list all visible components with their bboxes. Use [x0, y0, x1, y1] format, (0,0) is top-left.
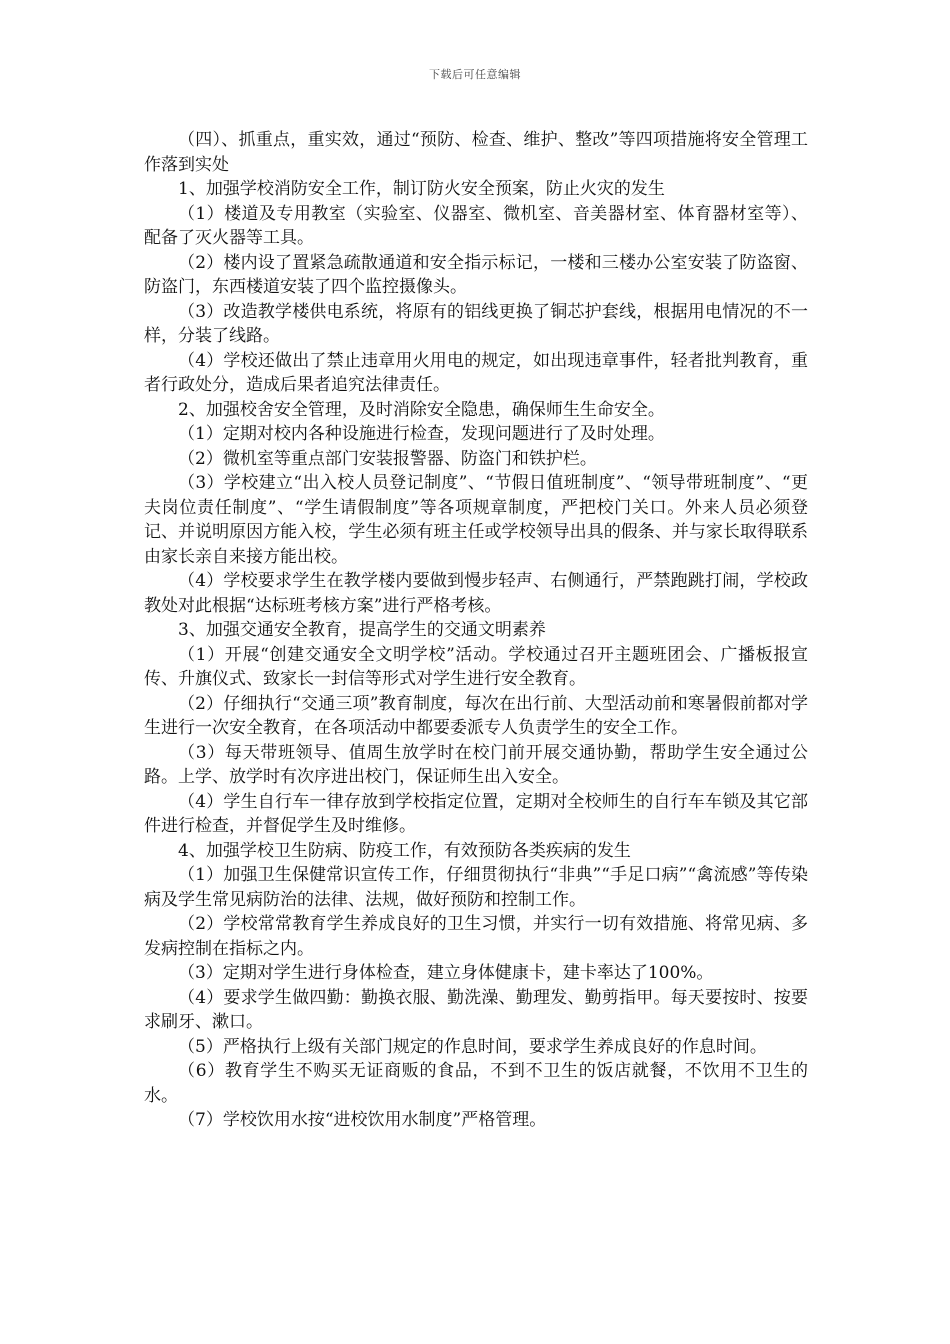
paragraph: （1）楼道及专用教室（实验室、仪器室、微机室、音美器材室、体育器材室等）、配备了灭火器等工具。 [144, 203, 808, 248]
paragraph: （四）、抓重点，重实效，通过“预防、检查、维护、整改”等四项措施将安全管理工作落到实处 [144, 130, 808, 175]
paragraph: （2）楼内设了置紧急疏散通道和安全指示标记，一楼和三楼办公室安装了防盗窗、防盗门，东西楼道安装了四个监控摄像头。 [144, 252, 808, 297]
paragraph: （6）教育学生不购买无证商贩的食品，不到不卫生的饭店就餐，不饮用不卫生的水。 [144, 1061, 808, 1106]
paragraph: 3、加强交通安全教育，提高学生的交通文明素养 [178, 620, 546, 640]
document-body [144, 128, 808, 1133]
paragraph: （1）加强卫生保健常识宣传工作，仔细贯彻执行“非典”“手足口病”“禽流感”等传染病及学生常见病防治的法律、法规，做好预防和控制工作。 [144, 865, 808, 910]
paragraph: （7）学校饮用水按“进校饮用水制度”严格管理。 [178, 1110, 547, 1130]
paragraph: （3）改造教学楼供电系统，将原有的铝线更换了铜芯护套线，根据用电情况的不一样，分装了线路。 [144, 301, 808, 346]
paragraph: （1）开展“创建交通安全文明学校”活动。学校通过召开主题班团会、广播板报宣传、升旗仪式、致家长一封信等形式对学生进行安全教育。 [144, 644, 808, 689]
paragraph: （3）定期对学生进行身体检查，建立身体健康卡，建卡率达了100%。 [178, 963, 714, 983]
paragraph: （4）学生自行车一律存放到学校指定位置，定期对全校师生的自行车车锁及其它部件进行检查，并督促学生及时维修。 [144, 791, 808, 836]
page-header: 下载后可任意编辑 [429, 68, 521, 81]
paragraph: （3）学校建立“出入校人员登记制度”、“节假日值班制度”、“领导带班制度”、“更夫岗位责任制度”、“学生请假制度”等各项规章制度，严把校门关口。外来人员必须登记、并说明原因方能入校，学生必须有班主任或学校领导出具的假条、并与家长取得联系由家长亲自来接方能出校。 [144, 473, 808, 567]
paragraph: （4）要求学生做四勤：勤换衣服、勤洗澡、勤理发、勤剪指甲。每天要按时、按要求刷牙、漱口。 [144, 987, 808, 1032]
paragraph: （2）微机室等重点部门安装报警器、防盗门和铁护栏。 [178, 448, 597, 469]
paragraph: （5）严格执行上级有关部门规定的作息时间，要求学生养成良好的作息时间。 [178, 1036, 767, 1057]
paragraph: 1、加强学校消防安全工作，制订防火安全预案，防止火灾的发生 [178, 179, 665, 199]
paragraph: （3）每天带班领导、值周生放学时在校门前开展交通协勤，帮助学生安全通过公路。上学、放学时有次序进出校门，保证师生出入安全。 [144, 742, 808, 787]
paragraph: 2、加强校舍安全管理，及时消除安全隐患，确保师生生命安全。 [178, 399, 665, 420]
paragraph: （1）定期对校内各种设施进行检查，发现问题进行了及时处理。 [178, 424, 665, 444]
paragraph: （2）学校常常教育学生养成良好的卫生习惯，并实行一切有效措施、将常见病、多发病控制在指标之内。 [144, 914, 808, 959]
paragraph: 4、加强学校卫生防病、防疫工作，有效预防各类疾病的发生 [178, 840, 631, 861]
paragraph: （4）学校要求学生在教学楼内要做到慢步轻声、右侧通行，严禁跑跳打闹，学校政教处对此根据“达标班考核方案”进行严格考核。 [144, 571, 808, 616]
paragraph: （2）仔细执行“交通三项”教育制度，每次在出行前、大型活动前和寒暑假前都对学生进行一次安全教育，在各项活动中都要委派专人负责学生的安全工作。 [144, 693, 808, 738]
paragraph: （4）学校还做出了禁止违章用火用电的规定，如出现违章事件，轻者批判教育，重者行政处分，造成后果者追究法律责任。 [144, 350, 808, 395]
